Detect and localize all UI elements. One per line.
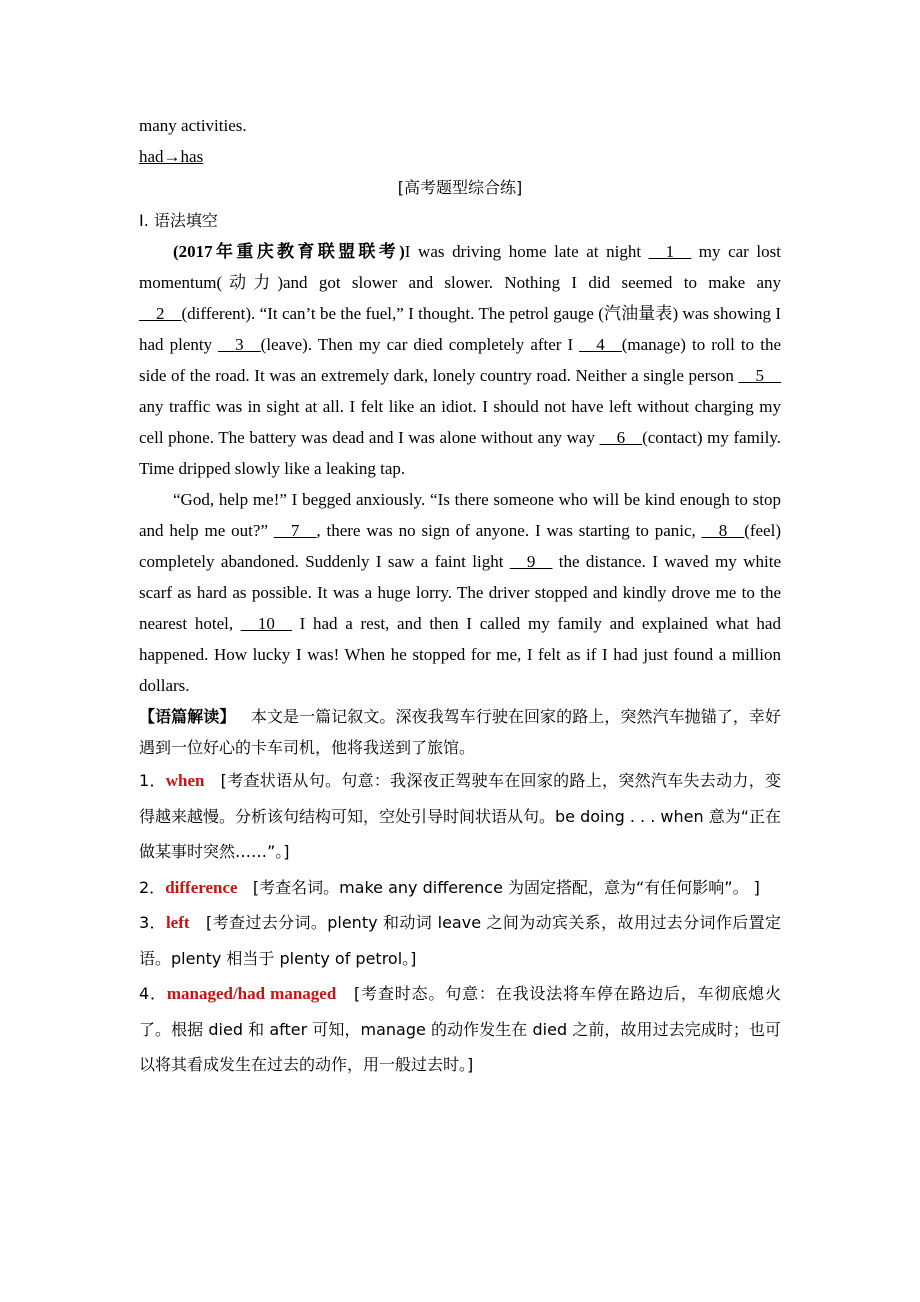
blank-8: __8__: [701, 521, 745, 540]
document-page: [139, 110, 781, 1083]
blank-7: __7__: [273, 521, 317, 540]
discourse-analysis: [139, 701, 781, 763]
answer-3: left: [165, 913, 190, 932]
section-heading: [高考题型综合练]: [397, 178, 523, 197]
answer-4: managed/had managed: [166, 984, 337, 1003]
answer-item-3: 3．left [考查过去分词。plenty 和动词 leave 之间为动宾关系，故用过去分词作后置定语。plenty 相当于 plenty of petrol。]: [139, 913, 781, 968]
blank-5: __5__: [738, 366, 781, 385]
passage-paragraph-2: “God, help me!” I begged anxiously. “Is there someone who will be kind enough to stop and help me out?” __7__, there was no sign of anyone. I was starting to panic, __8__(feel) completely abandoned. Suddenly I saw a faint light __9__ the distance. I waved my white scarf as hard as possible. It was a huge lorry. The driver stopped and kindly drove me to the nearest hotel, __10__ I had a rest, and then I called my family and explained what had happened. How lucky I was! When he stopped for me, I felt as if I had just found a million dollars.: [139, 490, 781, 695]
previous-text: many activities.: [139, 116, 247, 135]
answer-item-4: 4．managed/had managed [考查时态。句意：在我设法将车停在路边后，车彻底熄火了。根据 died 和 after 可知，manage 的动作发生在 died 之前，故用过去完成时；也可以将其看成发生在过去的动作，用一般过去时。]: [139, 984, 781, 1074]
blank-10: __10__: [240, 614, 292, 633]
answer-item-2: 2．difference [考查名词。make any difference 为固定搭配，意为“有任何影响”。 ]: [139, 877, 760, 897]
exercise-title: Ⅰ. 语法填空: [139, 211, 218, 230]
answer-2: difference: [165, 877, 238, 897]
answer-1: when: [165, 771, 205, 790]
blank-1: __1__: [648, 242, 692, 261]
source-label: (2017年重庆教育联盟联考): [173, 242, 405, 261]
blank-9: __9__: [509, 552, 553, 571]
answer-item-1: 1．when [考查状语从句。句意：我深夜正驾驶车在回家的路上，突然汽车失去动力，变得越来越慢。分析该句结构可知，空处引导时间状语从句。be doing . . . when 意为“正在做某事时突然……”。]: [139, 771, 781, 861]
analysis-text: 本文是一篇记叙文。深夜我驾车行驶在回家的路上，突然汽车抛锚了，幸好遇到一位好心的卡车司机，他将我送到了旅馆。: [139, 707, 781, 757]
blank-3: __3__: [218, 335, 261, 354]
analysis-label: 【语篇解读】: [139, 707, 236, 726]
blank-2: __2__: [139, 304, 182, 323]
blank-6: __6__: [599, 428, 643, 447]
correction-line: had→has: [139, 147, 204, 166]
blank-4: __4__: [579, 335, 622, 354]
passage-paragraph-1: (2017年重庆教育联盟联考)I was driving home late at night __1__ my car lost momentum(动力)and got slower and slower. Nothing I did seemed to make any __2__(different). “It can’t be the fuel,” I thought. The petrol gauge (汽油量表) was showing I had plenty __3__(leave). Then my car died completely after I __4__(manage) to roll to the side of the road. It was an extremely dark, lonely country road. Neither a single person __5__ any traffic was in sight at all. I felt like an idiot. I should not have left without charging my cell phone. The battery was dead and I was alone without any way __6__(contact) my family. Time dripped slowly like a leaking tap.: [139, 242, 781, 478]
answer-list: [139, 763, 781, 1083]
